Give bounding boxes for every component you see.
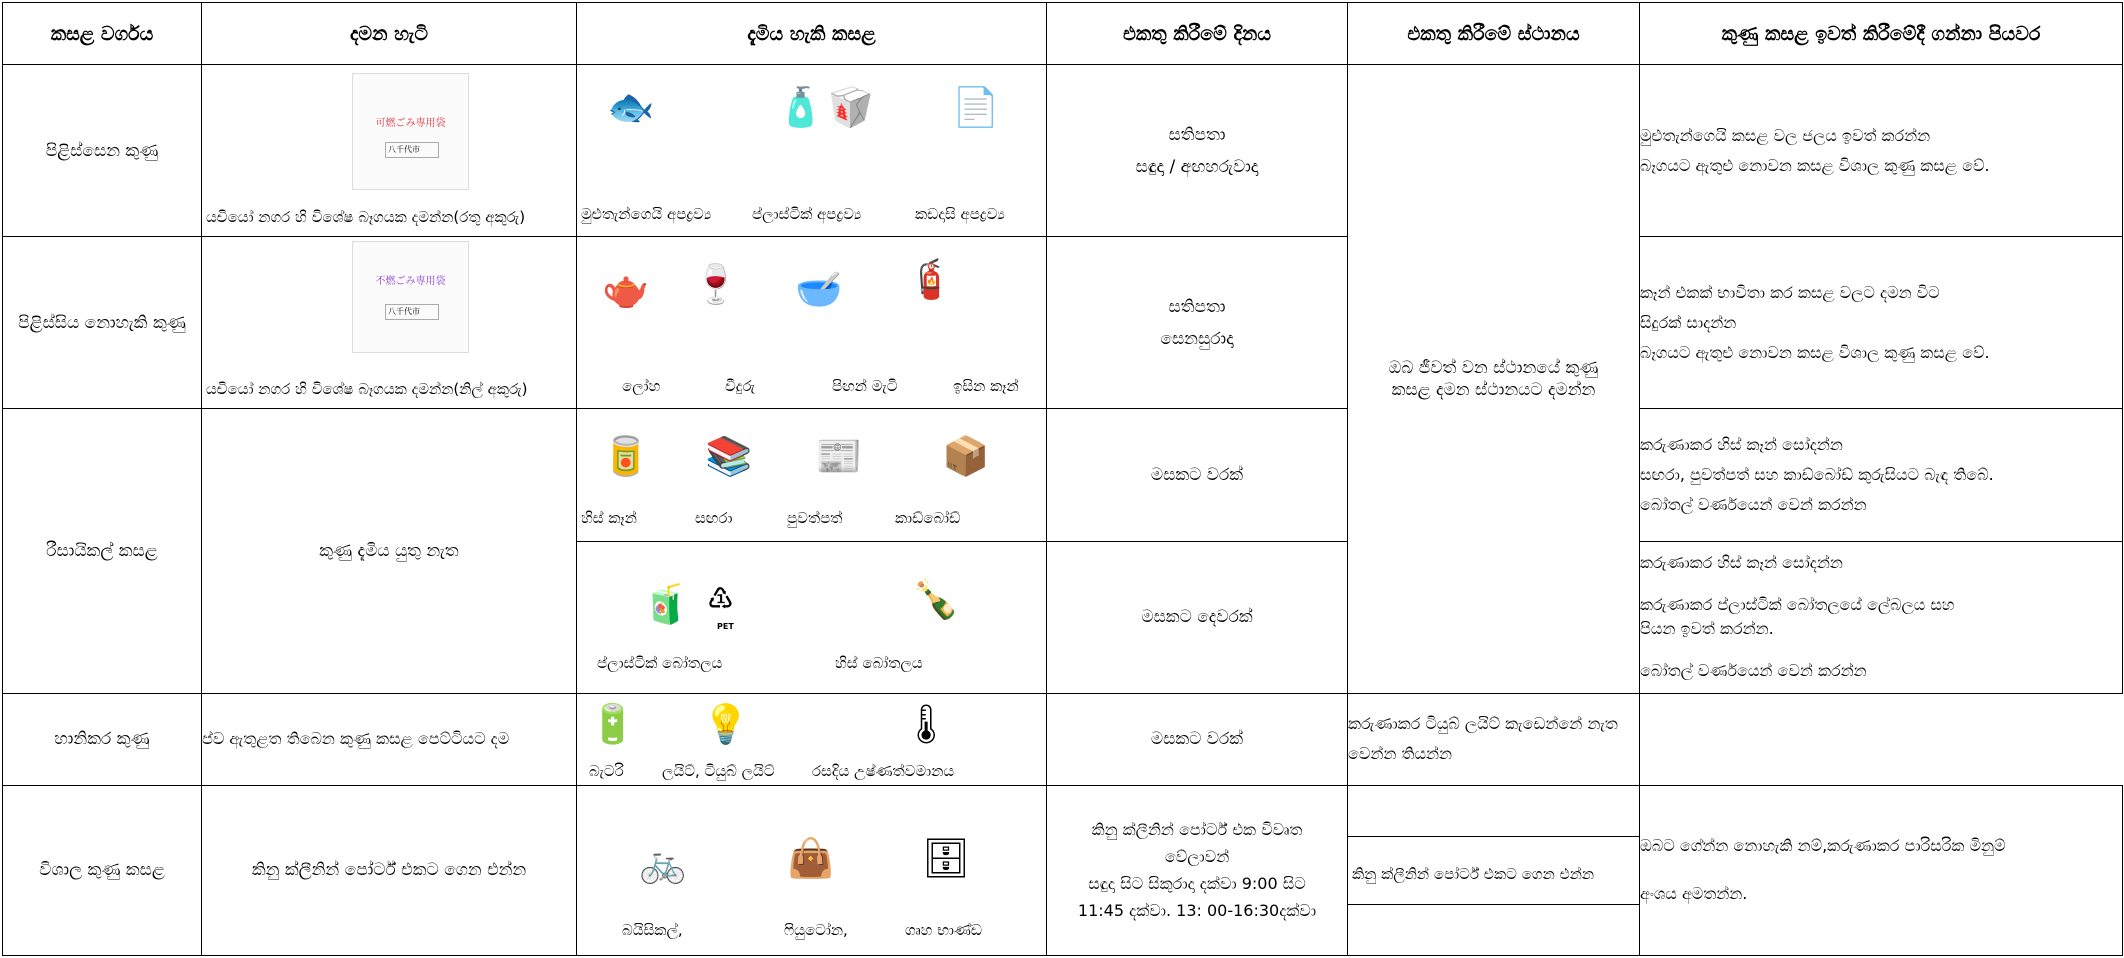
step-line: සඟරා, පුවත්පත් සහ කාඩ්බෝඩ් කුරුසියට බැඳ තිබේ. — [1640, 464, 1994, 484]
item-label: ප්ලාස්ටික් බෝතලය — [597, 653, 723, 672]
bag-label-red: 可燃ごみ専用袋 — [375, 118, 446, 130]
step-line: පියන ඉවත් කරන්න. — [1640, 619, 1774, 639]
item-label: සඟරා — [695, 509, 733, 528]
nonburnable-bag-image — [352, 241, 469, 353]
day-line: කිනු ක්ලීනින් පෝර්ට් එක විවෘත — [1091, 820, 1303, 840]
day-burnable — [1047, 65, 1348, 237]
step-line: මුළුතැන්ගෙයි කසළ වල ජලය ඉවත් කරන්න — [1640, 125, 1931, 145]
place-large-text: කිනු ක්ලීනින් පෝර්ට් එකට ගෙන එන්න — [1352, 864, 1595, 883]
day-recycle-a: මසකට වරක් — [1047, 409, 1348, 541]
item-label: බයිසිකල්, — [622, 920, 683, 939]
day-line: සඳුදා සිට සිකුරාදා දක්වා 9:00 සිට — [1088, 874, 1306, 894]
pet-recycle-icon: ♳ — [707, 581, 734, 617]
items-burnable — [577, 65, 1047, 237]
step-line: කරුණාකර හිස් කෑන් සෝදන්න — [1640, 553, 1843, 573]
item-label: කඩදාසි අපද්‍රව්‍ය — [915, 205, 1005, 224]
type-recycle: රීසායිකල් කසළ — [3, 409, 202, 693]
row-hazardous — [3, 693, 2123, 785]
place-line: කසළ දමන ස්ථානයට දමන්න — [1391, 379, 1596, 400]
dish-icon: 🥣 — [795, 267, 843, 312]
container-icon: 🥡 — [827, 85, 875, 130]
day-hazardous: මසකට වරක් — [1047, 693, 1348, 785]
item-label: හිස් බෝතලය — [835, 653, 923, 672]
bag-small-label: 八千代市 — [385, 304, 439, 320]
bag-label-blue: 不燃ごみ専用袋 — [375, 276, 446, 288]
furniture-icon: 🗄 — [922, 835, 971, 880]
row-burnable — [3, 65, 2123, 237]
step-line: බෑගයට ඇතුළු නොවන කසළ විශාල කුණු කසළ වේ. — [1640, 342, 1990, 362]
thermometer-icon: 🌡 — [902, 701, 951, 746]
day-line: 11:45 දක්වා. 13: 00-16:30දක්වා — [1077, 901, 1317, 921]
row-recycle-a — [3, 409, 2123, 541]
row-large — [3, 785, 2123, 955]
step-line: බෝතල් වර්ණයෙන් වෙන් කරන්න — [1640, 494, 1867, 514]
spray-can-icon: 🧯 — [907, 257, 955, 302]
day-line: සඳුදා / අඟහරුවාදා — [1135, 156, 1259, 177]
type-large: විශාල කුණු කසළ — [3, 785, 202, 955]
item-label: වීදුරු — [725, 377, 755, 396]
steps-burnable — [1640, 65, 2123, 237]
type-hazardous: හානිකර කුණු — [3, 693, 202, 785]
kettle-icon: 🫖 — [602, 267, 650, 312]
steps-hazardous: කරුණාකර ටියුබ් ලයිට් කැඩෙන්නේ නැත වෙන්න තියන්න — [1348, 693, 1640, 785]
header-method: දමන හැටි — [202, 3, 577, 65]
steps-recycle-b — [1640, 541, 2123, 693]
step-line: කෑන් එකක් භාවිතා කර කසළ වලට දමන විට — [1640, 282, 1940, 302]
place-common — [1348, 65, 1640, 694]
futon-icon: 👜 — [787, 835, 835, 880]
item-label: හිස් කෑන් — [581, 509, 637, 528]
item-label: පිඟන් මැටි — [832, 377, 898, 396]
day-nonburnable — [1047, 237, 1348, 409]
method-nonburnable-text: යචියෝ නගර හි විශේෂ බෑගයක දමන්න(නිල් අකුරු) — [206, 380, 528, 399]
day-line: වේලාවන් — [1164, 847, 1230, 867]
step-line: බෑගයට ඇතුළු නොවන කසළ විශාල කුණු කසළ වේ. — [1640, 155, 1990, 175]
place-large — [1348, 785, 1640, 955]
pet-label: PET — [717, 621, 734, 631]
items-nonburnable — [577, 237, 1047, 409]
items-recycle-b — [577, 541, 1047, 693]
item-label: රසදිය උෂ්ණත්වමානය — [812, 761, 955, 780]
method-nonburnable — [202, 237, 577, 409]
glass-bottles-icon: 🍾 — [912, 576, 960, 621]
item-label: ලයිට්, ටියුබ් ලයිට් — [662, 761, 775, 780]
day-recycle-b: මසකට දෙවරක් — [1047, 541, 1348, 693]
item-label: බැටරි — [589, 761, 624, 780]
fish-bone-icon: 🐟 — [607, 85, 655, 130]
item-label: කාඩ්බෝඩ් — [895, 509, 961, 528]
step-line: සිදුරක් සාදන්න — [1640, 312, 1737, 332]
bag-small-label: 八千代市 — [385, 142, 439, 158]
day-line: සෙනසුරාදා — [1160, 328, 1234, 349]
step-line: බෝතල් වර්ණයෙන් වෙන් කරන්න — [1640, 661, 1867, 681]
header-steps: කුණු කසළ ඉවත් කිරීමේදී ගන්නා පියවර — [1640, 3, 2123, 65]
item-label: පුවත්පත් — [787, 509, 843, 528]
method-burnable — [202, 65, 577, 237]
battery-icon: 🔋 — [589, 701, 637, 746]
newspaper-icon: 📰 — [815, 434, 863, 479]
header-type: කසළ වර්ගය — [3, 3, 202, 65]
header-row — [3, 3, 2123, 65]
item-label: ගෘහ භාණ්ඩ — [905, 920, 982, 939]
method-hazardous: ප්ව ඇතුළත තිබෙන කුණු කසළ පෙට්ටියට දම — [202, 693, 577, 785]
method-recycle: කුණු දැමිය යුතු නැත — [202, 409, 577, 693]
type-burnable: පිළිස්සෙන කුණු — [3, 65, 202, 237]
glass-icon: 🍷 — [692, 262, 740, 307]
row-nonburnable — [3, 237, 2123, 409]
day-line: සතිපතා — [1168, 296, 1226, 317]
step-line: කරුණාකර ප්ලාස්ටික් බෝතලයේ ලේබලය සහ — [1640, 595, 1955, 615]
cardboard-icon: 📦 — [942, 434, 990, 479]
header-day: එකතු කිරීමේ දිනය — [1047, 3, 1348, 65]
method-burnable-text: යචියෝ නගර හි විශේෂ බෑගයක දමන්න(රතු අකුරු) — [206, 208, 526, 227]
step-line: කරුණාකර හිස් කෑන් සෝදන්න — [1640, 434, 1843, 454]
header-place: එකතු කිරීමේ ස්ථානය — [1348, 3, 1640, 65]
cans-icon: 🥫 — [602, 434, 650, 479]
bottles-icon: 🧃 — [642, 581, 690, 626]
header-items: දැමිය හැකි කසළ — [577, 3, 1047, 65]
bicycle-icon: 🚲 — [639, 840, 687, 885]
steps-recycle-a — [1640, 409, 2123, 541]
item-label: ඉසින කෑන් — [953, 377, 1019, 396]
type-nonburnable: පිළිස්සිය නොහැකි කුණු — [3, 237, 202, 409]
item-label: ෆියුටෝන, — [784, 920, 848, 939]
steps-nonburnable — [1640, 237, 2123, 409]
day-line: සතිපතා — [1168, 124, 1226, 145]
day-large — [1047, 785, 1348, 955]
items-recycle-a — [577, 409, 1047, 541]
items-large — [577, 785, 1047, 955]
magazines-icon: 📚 — [705, 434, 753, 479]
paper-icon: 📄 — [952, 85, 1000, 130]
garbage-sorting-table — [2, 2, 2123, 956]
step-line: අංශය අමතන්න. — [1640, 884, 1748, 904]
item-label: ප්ලාස්ටික් අපද්‍රව්‍ය — [752, 205, 862, 224]
bulb-icon: 💡 — [702, 701, 750, 746]
items-hazardous — [577, 693, 1047, 785]
step-line: ඔබට ගේන්න නොහැකි නම්,කරුණාකර පාරිසරික මිනුම් — [1640, 836, 2006, 856]
item-label: ලෝහ — [622, 377, 661, 396]
steps-large — [1640, 785, 2123, 955]
item-label: මුළුතැන්ගෙයි අපද්‍රව්‍ය — [581, 205, 712, 224]
burnable-bag-image — [352, 73, 469, 190]
method-large: කිනු ක්ලීනින් පෝර්ට් එකට ගෙන එන්න — [202, 785, 577, 955]
bottle-icon: 🧴 — [777, 85, 825, 130]
place-line: ඔබ ජීවත් වන ස්ථානයේ කුණු — [1388, 357, 1599, 378]
